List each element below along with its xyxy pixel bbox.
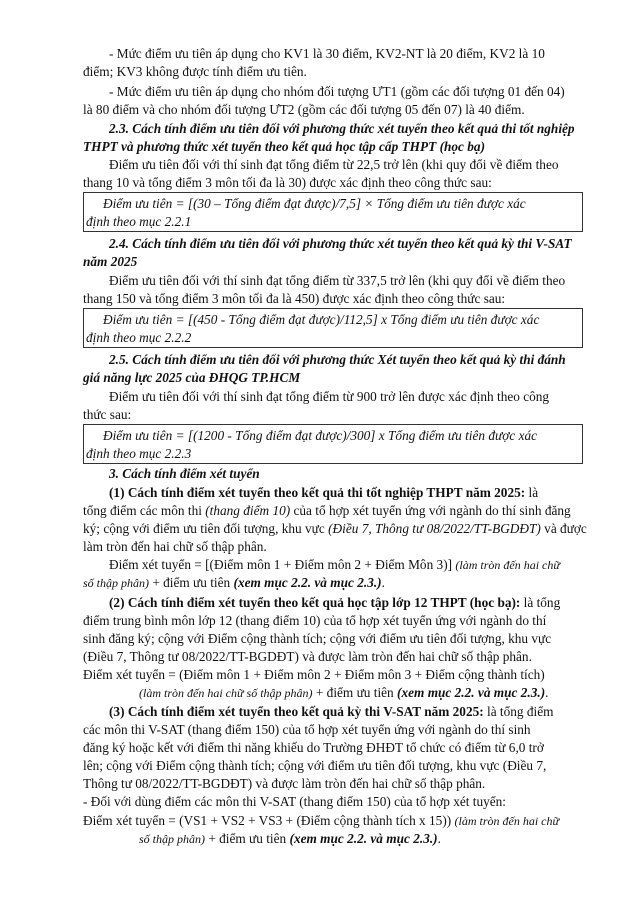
text-line: thức sau: xyxy=(83,407,132,422)
text-line: Điểm ưu tiên đối với thí sinh đạt tổng điểm từ 22,5 trở lên (khi quy đổi về điểm theo xyxy=(109,157,559,172)
text-line: làm tròn đến hai chữ số thập phân. xyxy=(83,539,267,554)
formula-line: định theo mục 2.2.1 xyxy=(86,214,192,229)
text-line: thang 150 và tổng điểm 3 môn tối đa là 450) được xác định theo công thức sau: xyxy=(83,291,506,306)
formula-line: số thập phân) + điểm ưu tiên (xem mục 2.2. và mục 2.3.). xyxy=(139,831,441,846)
text-line: lên; cộng với Điểm cộng thành tích; cộng với điểm ưu tiên đối tượng, khu vực (Điều 7, xyxy=(83,758,547,773)
formula-line: Điểm ưu tiên = [(450 - Tổng điểm đạt được)/112,5] x Tổng điểm ưu tiên được xác xyxy=(103,312,540,327)
formula-line: Điểm xét tuyển = [(Điểm môn 1 + Điểm môn 2 + Điểm Môn 3)] (làm tròn đến hai chữ xyxy=(109,557,560,572)
text-line: - Mức điểm ưu tiên áp dụng cho KV1 là 30 điểm, KV2-NT là 20 điểm, KV2 là 10 xyxy=(109,46,545,61)
formula-line: (làm tròn đến hai chữ số thập phân) + điểm ưu tiên (xem mục 2.2. và mục 2.3.). xyxy=(139,685,549,700)
section-heading-2-5: 2.5. Cách tính điểm ưu tiên đối với phương thức Xét tuyển theo kết quả kỳ thi đánh xyxy=(109,352,566,367)
formula-line: Điểm xét tuyển = (Điểm môn 1 + Điểm môn 2 + Điểm môn 3 + Điểm cộng thành tích) xyxy=(83,667,545,682)
text-line: điểm; KV3 không được tính điểm ưu tiên. xyxy=(83,64,307,79)
text-line: (3) Cách tính điểm xét tuyển theo kết quả kỳ thi V-SAT năm 2025: là tổng điểm xyxy=(109,704,554,719)
text-line: - Mức điểm ưu tiên áp dụng cho nhóm đối tượng ƯT1 (gồm các đối tượng 01 đến 04) xyxy=(109,84,565,99)
text-line: (2) Cách tính điểm xét tuyển theo kết quả học tập lớp 12 THPT (học bạ): là tổng xyxy=(109,595,561,610)
formula-line: Điểm ưu tiên = [(1200 - Tổng điểm đạt được)/300] x Tổng điểm ưu tiên được xác xyxy=(103,428,538,443)
text-line: là 80 điểm và cho nhóm đối tượng ƯT2 (gồm các đối tượng 05 đến 07) là 40 điểm. xyxy=(83,102,525,117)
text-line: sinh đăng ký; cộng với Điểm cộng thành tích; cộng với điểm ưu tiên đối tượng, khu vực xyxy=(83,631,552,646)
text-line: (1) Cách tính điểm xét tuyển theo kết quả thi tốt nghiệp THPT năm 2025: là xyxy=(109,485,539,500)
text-line: đăng ký hoặc kết với điểm thi năng khiếu do Trường ĐHĐT tổ chức có điểm từ 6,0 trở xyxy=(83,740,544,755)
text-line: các môn thi V-SAT (thang điểm 150) của tổ hợp xét tuyển ứng với ngành do thí sinh xyxy=(83,722,531,737)
formula-line: số thập phân) + điểm ưu tiên (xem mục 2.2. và mục 2.3.). xyxy=(83,575,385,590)
text-line: (Điều 7, Thông tư 08/2022/TT-BGDĐT) và được làm tròn đến hai chữ số thập phân. xyxy=(83,649,532,664)
text-line: tổng điểm các môn thi (thang điểm 10) của tổ hợp xét tuyển ứng với ngành do thí sinh đăng xyxy=(83,503,571,518)
text-line: - Đối với dùng điểm các môn thi V-SAT (thang điểm 150) của tổ hợp xét tuyển: xyxy=(83,794,507,809)
section-heading-3: 3. Cách tính điểm xét tuyển xyxy=(109,466,260,481)
section-heading-2-4: 2.4. Cách tính điểm ưu tiên đối với phương thức xét tuyển theo kết quả kỳ thi V-SAT xyxy=(109,236,572,251)
formula-line: Điểm xét tuyển = (VS1 + VS2 + VS3 + (Điểm cộng thành tích x 15)) (làm tròn đến hai chữ xyxy=(83,813,560,828)
text-line: ký; cộng với điểm ưu tiên đối tượng, khu vực (Điều 7, Thông tư 08/2022/TT-BGDĐT) và được xyxy=(83,521,587,536)
formula-line: định theo mục 2.2.2 xyxy=(86,330,192,345)
section-heading-2-4-cont: năm 2025 xyxy=(83,254,138,269)
text-line: Điểm ưu tiên đối với thí sinh đạt tổng điểm từ 337,5 trở lên (khi quy đổi về điểm theo xyxy=(109,273,566,288)
text-line: thang 10 và tổng điểm 3 môn tối đa là 30) được xác định theo công thức sau: xyxy=(83,175,492,190)
section-heading-2-3: 2.3. Cách tính điểm ưu tiên đối với phương thức xét tuyển theo kết quả thi tốt nghiệp xyxy=(109,121,575,136)
formula-line: định theo mục 2.2.3 xyxy=(86,446,192,461)
text-line: Thông tư 08/2022/TT-BGDĐT) và được làm tròn đến hai chữ số thập phân. xyxy=(83,776,486,791)
section-heading-2-3-cont: THPT và phương thức xét tuyển theo kết quả học tập cấp THPT (học bạ) xyxy=(83,139,485,154)
section-heading-2-5-cont: giá năng lực 2025 của ĐHQG TP.HCM xyxy=(83,370,301,385)
formula-line: Điểm ưu tiên = [(30 – Tổng điểm đạt được)/7,5] × Tổng điểm ưu tiên được xác xyxy=(103,196,526,211)
text-line: Điểm ưu tiên đối với thí sinh đạt tổng điểm từ 900 trở lên được xác định theo công xyxy=(109,389,550,404)
text-line: điểm trung bình môn lớp 12 (thang điểm 10) của tổ hợp xét tuyển ứng với ngành do thí xyxy=(83,613,547,628)
